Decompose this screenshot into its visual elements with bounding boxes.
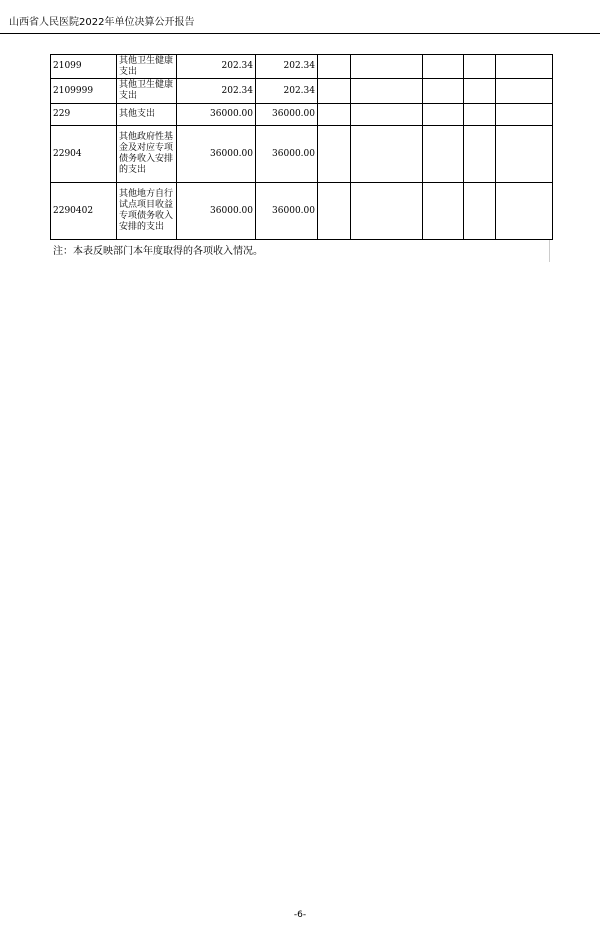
row-total: 36000.00 [177, 126, 256, 183]
report-header-title: 山西省人民医院2022年单位决算公开报告 [9, 17, 195, 28]
empty-cell [464, 79, 496, 104]
empty-cell [496, 104, 553, 126]
row-code: 2109999 [51, 79, 117, 104]
row-name: 其他支出 [117, 104, 177, 126]
empty-cell [318, 79, 351, 104]
row-code: 2290402 [51, 183, 117, 240]
row-basic: 202.34 [256, 55, 318, 79]
row-total: 36000.00 [177, 183, 256, 240]
empty-cell [423, 126, 464, 183]
empty-cell [423, 55, 464, 79]
row-code: 229 [51, 104, 117, 126]
row-total: 202.34 [177, 55, 256, 79]
table-note: 注：本表反映部门本年度取得的各项收入情况。 [53, 246, 263, 257]
row-total: 36000.00 [177, 104, 256, 126]
empty-cell [496, 79, 553, 104]
empty-cell [464, 104, 496, 126]
row-name: 其他卫生健康支出 [117, 79, 177, 104]
empty-cell [351, 55, 423, 79]
row-basic: 36000.00 [256, 126, 318, 183]
empty-cell [423, 183, 464, 240]
note-divider [549, 240, 550, 262]
table-row [51, 183, 553, 240]
empty-cell [318, 104, 351, 126]
empty-cell [351, 79, 423, 104]
row-basic: 36000.00 [256, 104, 318, 126]
empty-cell [351, 104, 423, 126]
table-row [51, 55, 553, 79]
header-divider [0, 33, 600, 34]
empty-cell [423, 79, 464, 104]
page-number: -6- [293, 910, 307, 920]
row-code: 22904 [51, 126, 117, 183]
row-basic: 202.34 [256, 79, 318, 104]
empty-cell [464, 126, 496, 183]
income-table [50, 54, 553, 240]
empty-cell [318, 55, 351, 79]
empty-cell [318, 126, 351, 183]
row-name: 其他地方自行试点项目收益专项债务收入安排的支出 [117, 183, 177, 240]
empty-cell [351, 183, 423, 240]
empty-cell [318, 183, 351, 240]
row-name: 其他政府性基金及对应专项债务收入安排的支出 [117, 126, 177, 183]
table-row [51, 104, 553, 126]
empty-cell [496, 183, 553, 240]
empty-cell [351, 126, 423, 183]
empty-cell [464, 183, 496, 240]
empty-cell [496, 55, 553, 79]
row-total: 202.34 [177, 79, 256, 104]
table-row [51, 126, 553, 183]
empty-cell [496, 126, 553, 183]
row-code: 21099 [51, 55, 117, 79]
row-name: 其他卫生健康支出 [117, 55, 177, 79]
table-row [51, 79, 553, 104]
empty-cell [423, 104, 464, 126]
row-basic: 36000.00 [256, 183, 318, 240]
empty-cell [464, 55, 496, 79]
